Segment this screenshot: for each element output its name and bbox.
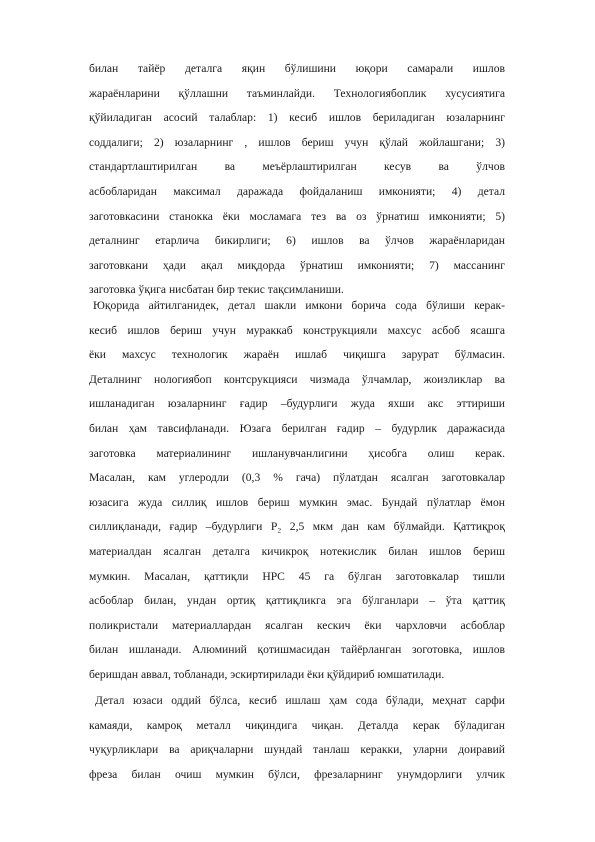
- text-line: камаяди, камроқ металл чиқиндига чиқан. Деталда керак бўладиган: [89, 718, 505, 732]
- text-line: деталнинг етарлича бикирлиги; 6) ишлов ва ўлчов жараёнларидан: [89, 234, 505, 248]
- text-line: юзасига жуда силлиқ ишлов бериш мумкин эмас. Бундай пўлатлар ёмон: [89, 495, 505, 509]
- paragraph-1: [89, 57, 505, 303]
- text-line: поликристали материаллардан ясалган кескич ёки чархловчи асбоблар: [89, 618, 505, 632]
- text-line: заготовка ўқига нисбатан бир текис тақсимланиши.: [89, 283, 344, 297]
- text-line: заготовка материалининг ишланувчанлигини ҳисобга олиш керак.: [89, 446, 505, 460]
- text-line: беришдан аввал, тобланади, эскиртирилади ёки қўйдириб юмшатилади.: [89, 667, 445, 681]
- paragraph-3: [89, 689, 505, 787]
- text-line: ёки махсус технологик жараён ишлаб чиқишга зарурат бўлмасин.: [89, 348, 505, 362]
- text-line: материалдан ясалган деталга кичикроқ нотекислик билан ишлов бериш: [89, 544, 505, 558]
- text-line: силлиқланади, ғадир –будурлиги P₂ 2,5 мкм дан кам бўлмайди. Қаттиқроқ: [89, 520, 505, 534]
- text-line: жараёнларини қўллашни таъминлайди. Технологиябоплик хусусиятига: [89, 86, 505, 100]
- text-line: Юқорида айтилганидек, детал шакли имкони борича сода бўлиши керак-: [93, 299, 505, 312]
- text-line: билан тайёр деталга яқин бўлишини юқори самарали ишлов: [89, 62, 505, 75]
- text-line: заготовкани ҳади ақал миқдорда ўрнатиш имконияти; 7) массанинг: [89, 258, 505, 272]
- paragraph-2: [89, 294, 505, 688]
- text-line: фреза билан очиш мумкин бўлси, фрезаларнинг унумдорлиги улчик: [89, 767, 505, 781]
- text-line: Масалан, кам углеродли (0,3 % гача) пўлатдан ясалган заготовкалар: [89, 471, 505, 485]
- text-line: ишланадиган юзаларнинг ғадир –будурлиги жуда яхши акс эттириши: [89, 397, 505, 411]
- text-line: Деталнинг нологиябоп контсрукцияси чизмада ўлчамлар, жоизликлар ва: [89, 372, 505, 386]
- text-line: заготовкасини станокка ёки мосламага тез ва оз ўрнатиш имконияти; 5): [89, 209, 505, 223]
- text-line: асбобларидан максимал даражада фойдаланиш имконияти; 4) детал: [89, 184, 505, 198]
- text-line: чуқурликлари ва ариқчаларни шундай танлаш керакки, уларни доиравий: [89, 743, 505, 757]
- text-line: мумкин. Масалан, қаттиқли HPC 45 га бўлган заготовкалар тишли: [89, 569, 505, 583]
- text-line: билан ҳам тавсифланади. Юзага берилган ғадир – будурлик даражасида: [89, 421, 505, 435]
- text-line: қўйиладиган асосий талаблар: 1) кесиб ишлов бериладиган юзаларнинг: [89, 111, 505, 125]
- text-line: асбоблар билан, ундан ортиқ қаттиқликга эга бўлганлари – ўта қаттиқ: [89, 594, 505, 608]
- text-line: Детал юзаси оддий бўлса, кесиб ишлаш ҳам сода бўлади, меҳнат сарфи: [95, 694, 505, 707]
- text-line: кесиб ишлов бериш учун мураккаб конструкцияли махсус асбоб ясашга: [89, 323, 505, 337]
- text-line: стандартлаштирилган ва меъёрлаштирилган кесув ва ўлчов: [89, 160, 505, 174]
- text-line: билан ишланади. Алюминий қотишмасидан тайёрланган зоготовка, ишлов: [89, 643, 505, 657]
- text-line: соддалиги; 2) юзаларнинг , ишлов бериш учун қўлай жойлашгани; 3): [89, 135, 505, 149]
